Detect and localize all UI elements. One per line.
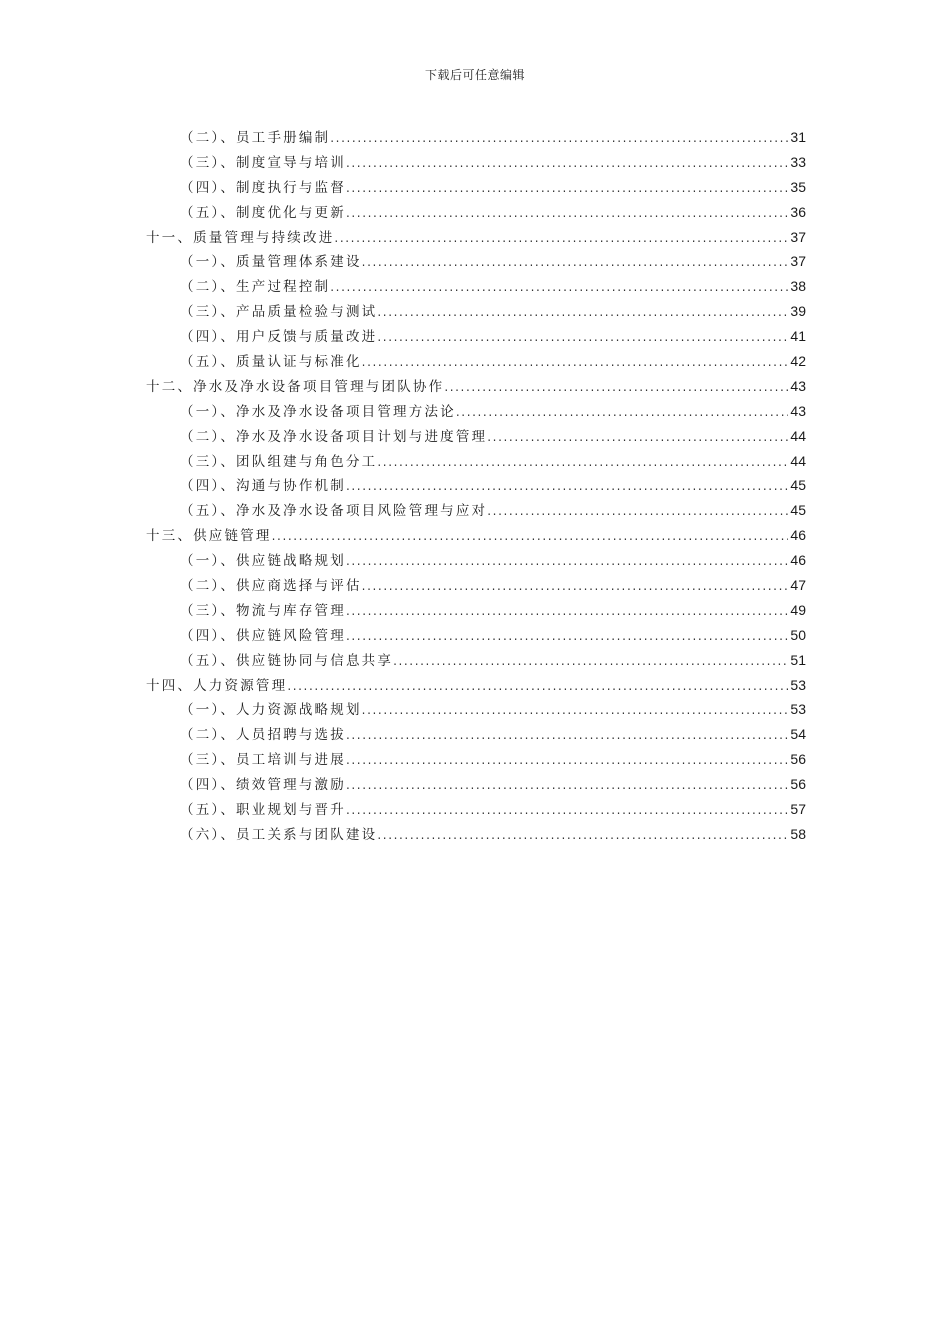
toc-dot-leader: [346, 604, 788, 618]
toc-chapter-entry[interactable]: [146, 226, 806, 251]
page-header: 下载后可任意编辑: [424, 68, 525, 82]
toc-section-entry[interactable]: [146, 748, 806, 773]
toc-entry-page-number: 54: [790, 726, 806, 743]
toc-entry-page-number: 45: [790, 477, 806, 494]
toc-entry-title: （一）、净水及净水设备项目管理方法论: [180, 403, 456, 420]
table-of-contents: [146, 126, 806, 848]
toc-section-entry[interactable]: [146, 599, 806, 624]
toc-dot-leader: [346, 629, 788, 643]
toc-section-entry[interactable]: [146, 499, 806, 524]
toc-section-entry[interactable]: [146, 350, 806, 375]
toc-chapter-entry[interactable]: [146, 674, 806, 699]
toc-entry-page-number: 56: [790, 751, 806, 768]
toc-section-entry[interactable]: [146, 400, 806, 425]
toc-entry-page-number: 58: [790, 825, 806, 842]
toc-dot-leader: [362, 255, 789, 269]
toc-dot-leader: [346, 728, 788, 742]
toc-entry-page-number: 43: [790, 377, 806, 394]
toc-entry-page-number: 43: [790, 402, 806, 419]
toc-dot-leader: [377, 305, 788, 319]
toc-entry-title: （三）、团队组建与角色分工: [180, 453, 378, 470]
toc-entry-page-number: 46: [790, 527, 806, 544]
toc-section-entry[interactable]: [146, 773, 806, 798]
toc-dot-leader: [346, 479, 788, 493]
toc-dot-leader: [362, 579, 789, 593]
toc-entry-page-number: 44: [790, 452, 806, 469]
toc-entry-page-number: 36: [790, 203, 806, 220]
toc-dot-leader: [330, 280, 788, 294]
toc-dot-leader: [346, 554, 788, 568]
toc-section-entry[interactable]: [146, 450, 806, 475]
toc-dot-leader: [377, 455, 788, 469]
toc-entry-page-number: 53: [790, 701, 806, 718]
toc-entry-title: （一）、质量管理体系建设: [180, 254, 362, 271]
toc-dot-leader: [346, 803, 788, 817]
toc-section-entry[interactable]: [146, 325, 806, 350]
toc-entry-title: （四）、用户反馈与质量改进: [180, 329, 378, 346]
toc-entry-page-number: 38: [790, 278, 806, 295]
toc-entry-title: （三）、物流与库存管理: [180, 602, 346, 619]
toc-dot-leader: [346, 778, 788, 792]
toc-section-entry[interactable]: [146, 176, 806, 201]
toc-entry-title: （六）、员工关系与团队建设: [180, 826, 378, 843]
toc-entry-page-number: 41: [790, 328, 806, 345]
toc-entry-page-number: 35: [790, 178, 806, 195]
toc-entry-title: （四）、沟通与协作机制: [180, 478, 346, 495]
toc-dot-leader: [346, 206, 788, 220]
toc-entry-title: 十二、净水及净水设备项目管理与团队协作: [146, 378, 445, 395]
toc-section-entry[interactable]: [146, 126, 806, 151]
toc-entry-page-number: 42: [790, 353, 806, 370]
toc-entry-title: （二）、人员招聘与选拔: [180, 727, 346, 744]
toc-dot-leader: [487, 430, 788, 444]
toc-section-entry[interactable]: [146, 250, 806, 275]
toc-entry-page-number: 31: [790, 129, 806, 145]
toc-dot-leader: [272, 529, 789, 543]
toc-entry-page-number: 53: [790, 676, 806, 693]
toc-entry-title: 十三、供应链管理: [146, 528, 272, 545]
toc-entry-title: （五）、净水及净水设备项目风险管理与应对: [180, 503, 488, 520]
toc-entry-title: 十四、人力资源管理: [146, 677, 288, 694]
toc-section-entry[interactable]: [146, 201, 806, 226]
toc-dot-leader: [287, 679, 788, 693]
toc-entry-title: （三）、员工培训与进展: [180, 752, 346, 769]
toc-entry-title: （三）、产品质量检验与测试: [180, 304, 378, 321]
toc-entry-title: （五）、职业规划与晋升: [180, 802, 346, 819]
toc-entry-page-number: 37: [790, 228, 806, 245]
toc-entry-page-number: 44: [790, 427, 806, 444]
toc-entry-page-number: 37: [790, 253, 806, 270]
toc-entry-page-number: 46: [790, 552, 806, 569]
toc-section-entry[interactable]: [146, 275, 806, 300]
toc-section-entry[interactable]: [146, 425, 806, 450]
toc-section-entry[interactable]: [146, 823, 806, 848]
toc-dot-leader: [346, 181, 788, 195]
toc-entry-title: （二）、生产过程控制: [180, 279, 331, 296]
toc-dot-leader: [444, 380, 788, 394]
toc-dot-leader: [330, 131, 788, 145]
toc-entry-title: （二）、员工手册编制: [180, 130, 331, 146]
toc-entry-title: （三）、制度宣导与培训: [180, 154, 346, 171]
toc-entry-page-number: 39: [790, 303, 806, 320]
toc-entry-page-number: 49: [790, 601, 806, 618]
toc-section-entry[interactable]: [146, 723, 806, 748]
toc-dot-leader: [377, 828, 788, 842]
toc-dot-leader: [346, 753, 788, 767]
toc-entry-page-number: 51: [790, 651, 806, 668]
toc-entry-page-number: 56: [790, 776, 806, 793]
toc-section-entry[interactable]: [146, 474, 806, 499]
toc-entry-title: （五）、质量认证与标准化: [180, 354, 362, 371]
toc-entry-title: （四）、制度执行与监督: [180, 179, 346, 196]
toc-section-entry[interactable]: [146, 798, 806, 823]
toc-section-entry[interactable]: [146, 624, 806, 649]
toc-section-entry[interactable]: [146, 574, 806, 599]
toc-section-entry[interactable]: [146, 698, 806, 723]
toc-section-entry[interactable]: [146, 151, 806, 176]
toc-entry-page-number: 47: [790, 577, 806, 594]
toc-section-entry[interactable]: [146, 649, 806, 674]
toc-entry-title: （五）、供应链协同与信息共享: [180, 652, 394, 669]
toc-chapter-entry[interactable]: [146, 524, 806, 549]
toc-chapter-entry[interactable]: [146, 375, 806, 400]
toc-dot-leader: [487, 504, 788, 518]
toc-entry-title: （四）、供应链风险管理: [180, 627, 346, 644]
toc-entry-title: （二）、供应商选择与评估: [180, 578, 362, 595]
toc-entry-title: 十一、质量管理与持续改进: [146, 229, 335, 246]
toc-dot-leader: [346, 156, 788, 170]
toc-section-entry[interactable]: [146, 300, 806, 325]
toc-entry-page-number: 33: [790, 153, 806, 170]
toc-dot-leader: [393, 654, 788, 668]
toc-entry-title: （二）、净水及净水设备项目计划与进度管理: [180, 428, 488, 445]
toc-entry-page-number: 50: [790, 626, 806, 643]
toc-dot-leader: [362, 703, 789, 717]
toc-entry-title: （五）、制度优化与更新: [180, 204, 346, 221]
toc-entry-title: （一）、供应链战略规划: [180, 553, 346, 570]
toc-dot-leader: [377, 330, 788, 344]
toc-entry-title: （一）、人力资源战略规划: [180, 702, 362, 719]
toc-dot-leader: [456, 405, 789, 419]
toc-entry-page-number: 45: [790, 502, 806, 519]
toc-entry-page-number: 57: [790, 801, 806, 818]
toc-dot-leader: [362, 355, 789, 369]
toc-entry-title: （四）、绩效管理与激励: [180, 777, 346, 794]
toc-section-entry[interactable]: [146, 549, 806, 574]
toc-dot-leader: [334, 231, 788, 245]
